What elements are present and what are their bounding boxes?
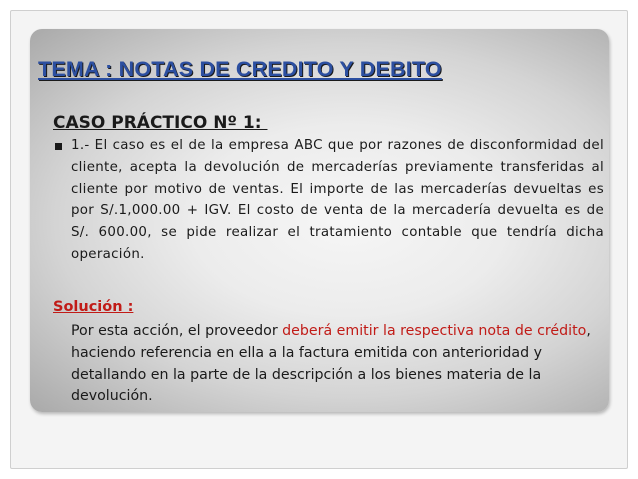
solution-text-part1: Por esta acción, el proveedor: [71, 323, 283, 339]
solution-text-part2: , haciendo referencia en ella a la factura emitida con anterioridad y detallando en la parte de la descripción a los bienes materia de la devolución.: [71, 323, 591, 405]
solution-highlight: deberá emitir la respectiva nota de crédito: [282, 323, 587, 339]
case-heading: CASO PRÁCTICO Nº 1:: [53, 113, 268, 133]
slide-title: TEMA : NOTAS DE CREDITO Y DEBITO: [38, 57, 442, 81]
solution-text: [71, 321, 611, 408]
case-description: 1.- El caso es el de la empresa ABC que por razones de disconformidad del cliente, acepta la devolución de mercaderías previamente transferidas al cliente por motivo de ventas. El importe de las mercaderías devueltas es por S/.1,000.00 + IGV. El costo de venta de la mercadería devuelta es de S/. 600.00, se pide realizar el tratamiento contable que tendría dicha operación.: [71, 138, 604, 262]
solution-label: Solución :: [53, 299, 134, 315]
square-bullet-icon: [55, 143, 62, 150]
